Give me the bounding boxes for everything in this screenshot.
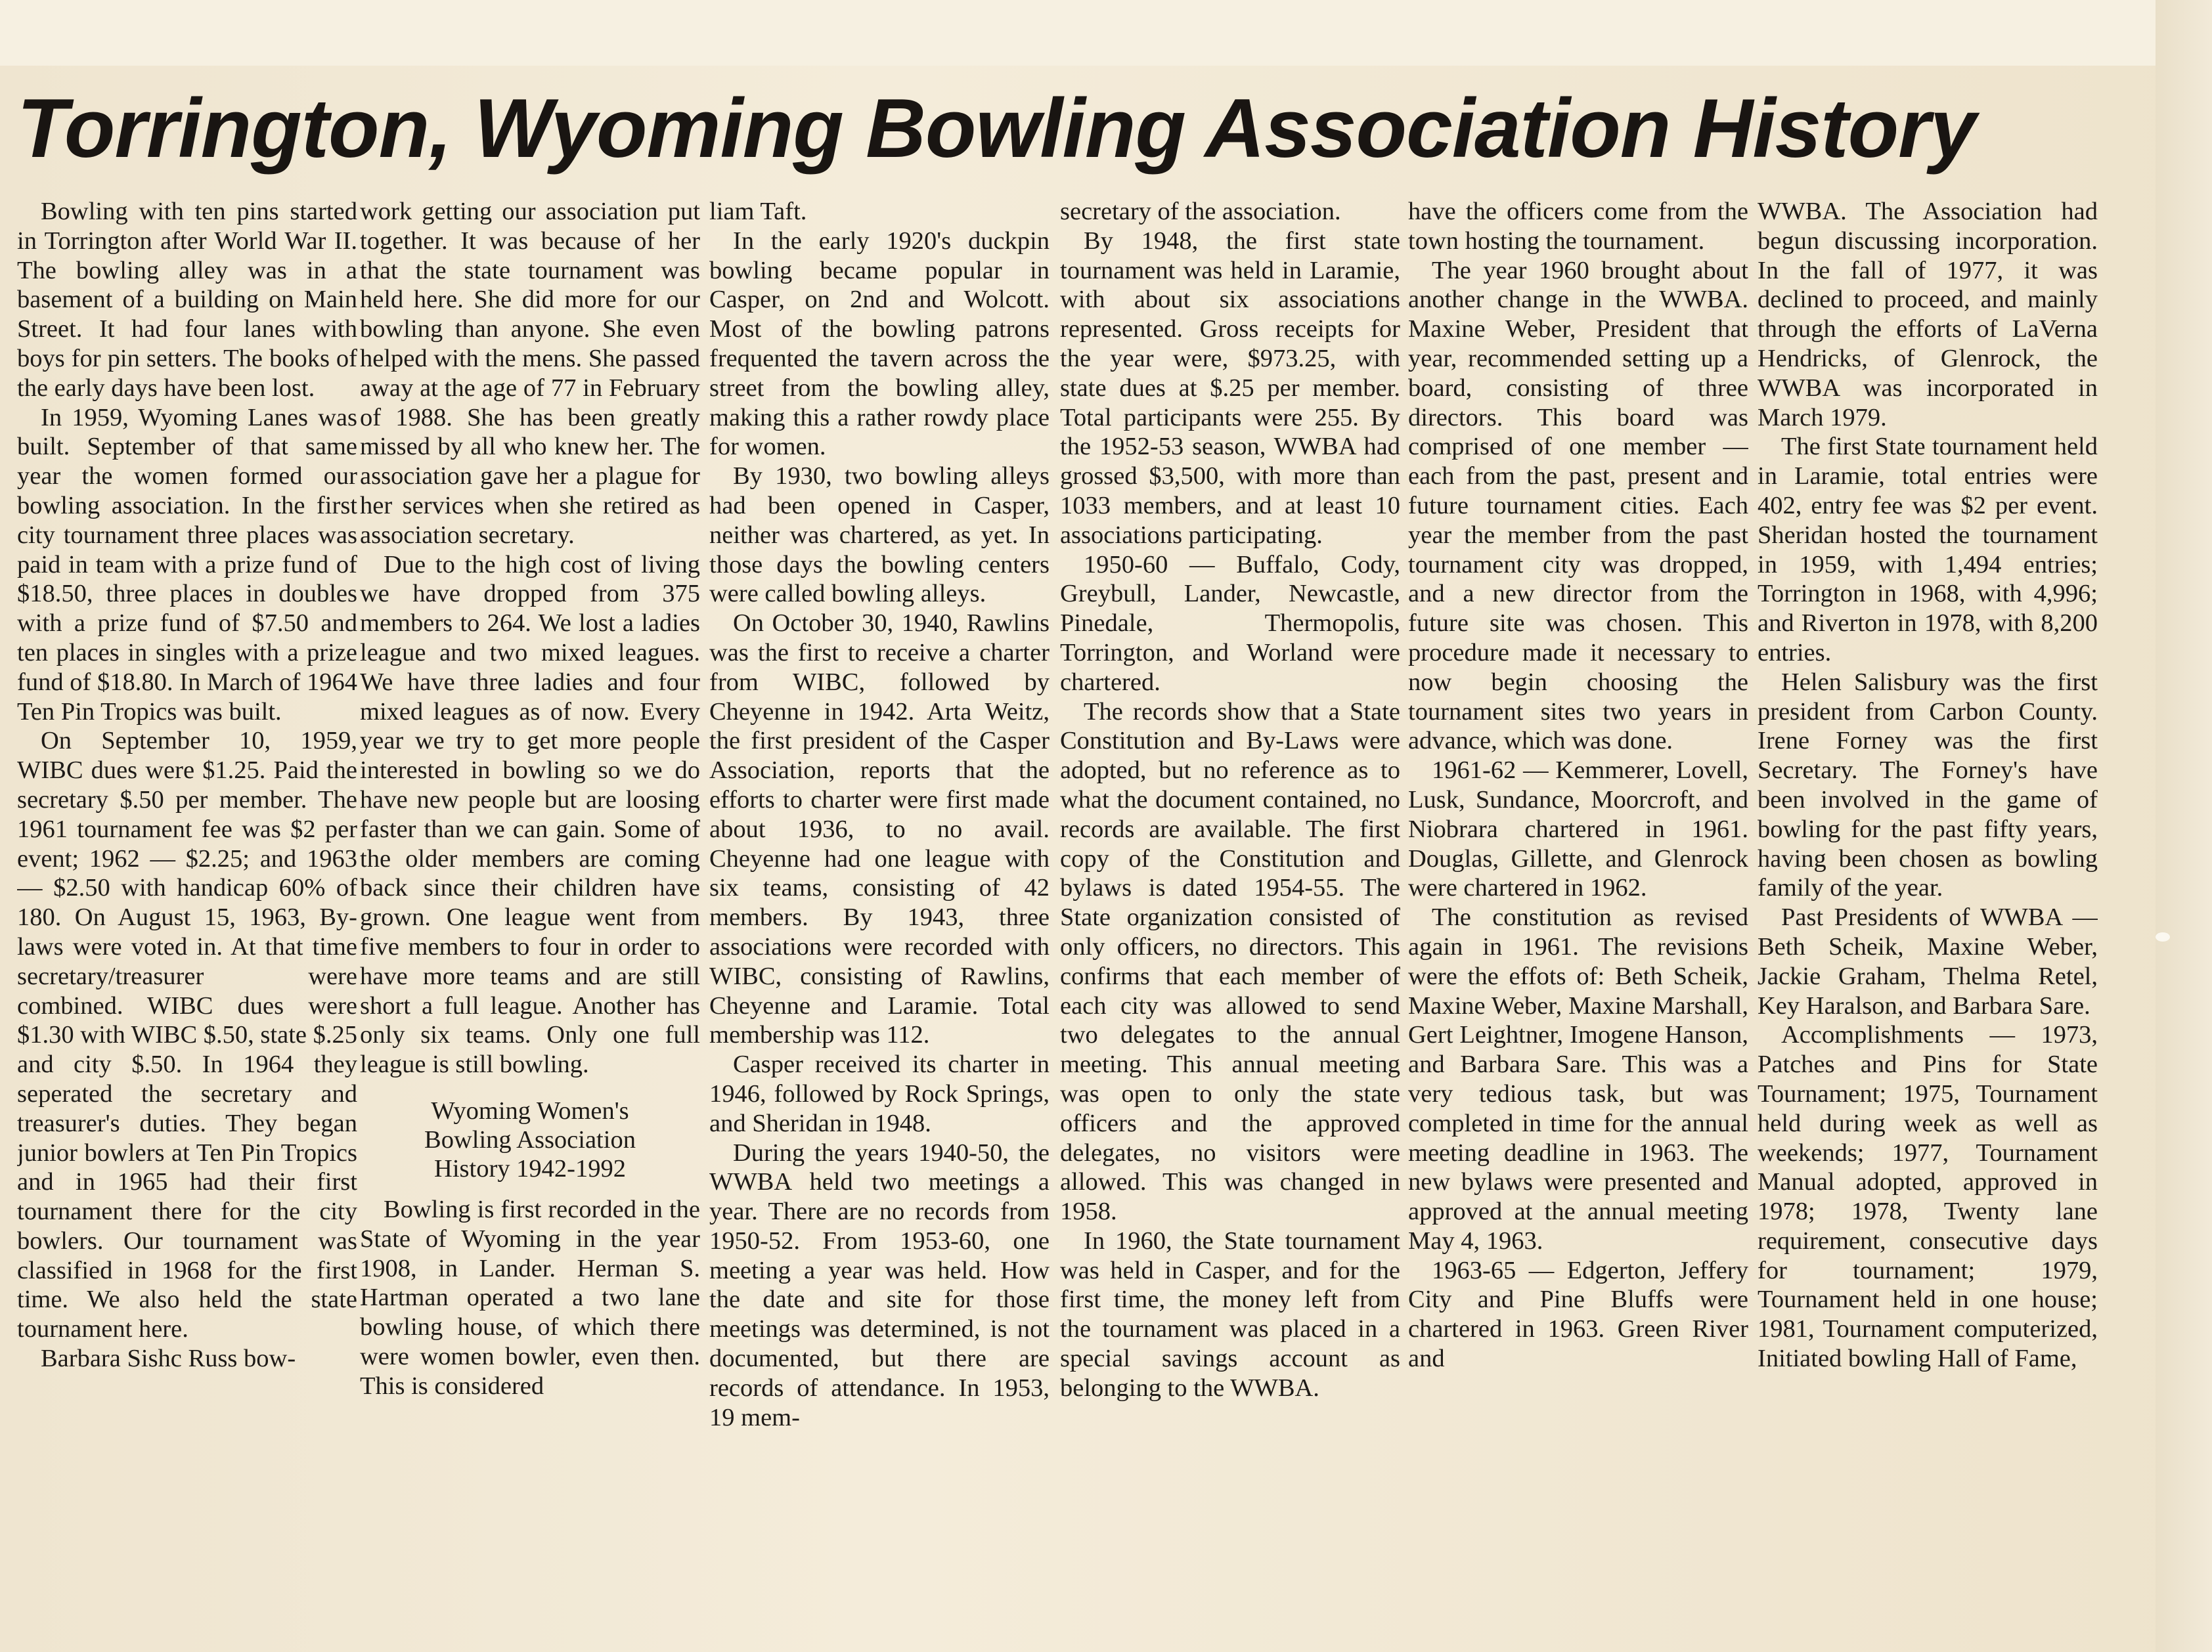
page-right-edge bbox=[2156, 0, 2212, 1652]
paragraph: In the early 1920's duckpin bowling became popular in Casper, on 2nd and Wolcott. Most of the bowling patrons frequented the tavern across the street from the bowling alley, making this a rather rowdy place for women. bbox=[709, 227, 1050, 461]
page-top-margin bbox=[0, 0, 2212, 66]
subheading-line: History 1942-1992 bbox=[434, 1154, 626, 1183]
paragraph: Due to the high cost of living we have dropped from 375 members to 264. We lost a ladies league and two mixed leagues. We have three ladies and four mixed leagues as of now. Every year we try to get more people interested in bowling so we do have new people but are loosing faster than we can gain. Some of the older members are coming back since their children have grown. One league went from five members to four in order to have more teams and are still short a full league. Another has only six teams. Only one full league is still bowling. bbox=[360, 550, 700, 1079]
paragraph: By 1930, two bowling alleys had been opened in Casper, neither was chartered, as yet. In those days the bowling centers were called bowling alleys. bbox=[709, 462, 1050, 608]
paragraph: The year 1960 brought about another change in the WWBA. Maxine Weber, President that year, recommended setting up a board, consisting of three directors. This board was comprised of one member — each from the past, present and future tournament cities. Each year the member from the past tournament city was dropped, and a new director from the future site was chosen. This procedure made it necessary to now begin choosing the tournament sites two years in advance, which was done. bbox=[1408, 256, 1748, 755]
article-column-2 bbox=[360, 197, 700, 1652]
paragraph: On October 30, 1940, Rawlins was the first to receive a charter from WIBC, followed by Cheyenne in 1942. Arta Weitz, the first president of the Casper Association, reports that the efforts to charter were first made about 1936, to no avail. Cheyenne had one league with six teams, consisting of 42 members. By 1943, three associations were recorded with WIBC, consisting of Rawlins, Cheyenne and Laramie. Total membership was 112. bbox=[709, 609, 1050, 1049]
subheading-line: Wyoming Women's bbox=[431, 1097, 629, 1125]
paragraph: liam Taft. bbox=[709, 198, 807, 225]
paragraph: The records show that a State Constitution and By-Laws were adopted, but no reference as to what the document contained, no records are available. The first copy of the Constitution and bylaws is dated 1954-55. The State organization consisted of only officers, no directors. This confirms that each member of each city was allowed to send two delegates to the annual meeting. This annual meeting was open to only the state officers and the approved delegates, no visitors were allowed. This was changed in 1958. bbox=[1060, 697, 1400, 1226]
paragraph: On September 10, 1959, WIBC dues were $1.25. Paid the secretary $.50 per member. The 1961 tournament fee was $2 per event; 1962 — $2.25; and 1963 — $2.50 with handicap 60% of 180. On August 15, 1963, By-laws were voted in. At that time secretary/treasurer were combined. WIBC dues were $1.30 with WIBC $.50, state $.25 and city $.50. In 1964 they seperated the secretary and treasurer's duties. They began junior bowlers at Ten Pin Tropics and in 1965 had their first tournament there for the city bowlers. Our tournament was classified in 1968 for the first time. We also held the state tournament here. bbox=[17, 727, 357, 1343]
article-column-1 bbox=[17, 197, 357, 1652]
paragraph: In 1959, Wyoming Lanes was built. September of that same year the women formed our bowling association. In the first city tournament three places was paid in team with a prize fund of $18.50, three places in doubles with a prize fund of $7.50 and ten places in singles with a prize fund of $18.80. In March of 1964 Ten Pin Tropics was built. bbox=[17, 403, 357, 726]
paragraph: Bowling with ten pins started in Torrington after World War II. The bowling alley was in a basement of a building on Main Street. It had four lanes with boys for pin setters. The books of the early days have been lost. bbox=[17, 198, 357, 402]
article-headline: Torrington, Wyoming Bowling Association History bbox=[17, 81, 1976, 175]
paragraph: Past Presidents of WWBA — Beth Scheik, Maxine Weber, Jackie Graham, Thelma Retel, Key Haralson, and Barbara Sare. bbox=[1758, 903, 2098, 1020]
paragraph: Bowling is first recorded in the State of Wyoming in the year 1908, in Lander. Herman S. Hartman operated a two lane bowling house, of which there were women bowler, even then. This is considered bbox=[360, 1195, 700, 1400]
article-column-4 bbox=[1060, 197, 1400, 1652]
paragraph: Accomplishments — 1973, Patches and Pins for State Tournament; 1975, Tournament held during week as well as weekends; 1977, Tournament Manual adopted, approved in 1978; 1978, Twenty lane requirement, consecutive days for tournament; 1979, Tournament held in one house; 1981, Tournament computerized, Initiated bowling Hall of Fame, bbox=[1758, 1021, 2098, 1373]
paragraph: Helen Salisbury was the first president from Carbon County. Irene Forney was the first Secretary. The Forney's have been involved in the game of bowling for the past fifty years, having been chosen as bowling family of the year. bbox=[1758, 668, 2098, 902]
paragraph: 1963-65 — Edgerton, Jeffery City and Pine Bluffs were chartered in 1963. Green River and bbox=[1408, 1256, 1748, 1373]
paragraph: have the officers come from the town hosting the tournament. bbox=[1408, 198, 1748, 255]
subheading-line: Bowling Association bbox=[424, 1125, 636, 1154]
paragraph: WWBA. The Association had begun discussing incorporation. In the fall of 1977, it was declined to proceed, and mainly through the efforts of LaVerna Hendricks, of Glenrock, the WWBA was incorporated in March 1979. bbox=[1758, 198, 2098, 431]
paragraph: secretary of the association. bbox=[1060, 198, 1341, 225]
article-column-3 bbox=[709, 197, 1050, 1652]
paper-hole bbox=[2156, 932, 2170, 942]
section-subheading bbox=[360, 1097, 700, 1183]
paragraph: 1950-60 — Buffalo, Cody, Greybull, Lander, Newcastle, Pinedale, Thermopolis, Torrington, and Worland were chartered. bbox=[1060, 550, 1400, 696]
article-column-6 bbox=[1758, 197, 2098, 1652]
paragraph: Casper received its charter in 1946, followed by Rock Springs, and Sheridan in 1948. bbox=[709, 1051, 1050, 1137]
paragraph: In 1960, the State tournament was held in Casper, and for the first time, the money left from the tournament was placed in a special savings account as belonging to the WWBA. bbox=[1060, 1227, 1400, 1402]
paragraph: The first State tournament held in Laramie, total entries were 402, entry fee was $2 per event. Sheridan hosted the tournament in 1959, with 1,494 entries; Torrington in 1968, with 4,996; and Riverton in 1978, with 8,200 entries. bbox=[1758, 433, 2098, 666]
paragraph: The constitution as revised again in 1961. The revisions were the effots of: Beth Scheik, Maxine Weber, Maxine Marshall, Gert Leightner, Imogene Hanson, and Barbara Sare. This was a very tedious task, but was completed in time for the annual meeting deadline in 1963. The new bylaws were presented and approved at the annual meeting May 4, 1963. bbox=[1408, 903, 1748, 1255]
article-column-5 bbox=[1408, 197, 1748, 1652]
paragraph: Barbara Sishc Russ bow- bbox=[41, 1345, 296, 1373]
paragraph: 1961-62 — Kemmerer, Lovell, Lusk, Sundance, Moorcroft, and Niobrara chartered in 1961. Douglas, Gillette, and Glenrock were chartered in 1962. bbox=[1408, 756, 1748, 902]
paragraph: During the years 1940-50, the WWBA held two meetings a year. There are no records from 1950-52. From 1953-60, one meeting a year was held. How the date and site for those meetings was determined, is not documented, but there are records of attendance. In 1953, 19 mem- bbox=[709, 1139, 1050, 1431]
paragraph: By 1948, the first state tournament was held in Laramie, with about six associations represented. Gross receipts for the year were, $973.25, with state dues at $.25 per member. Total participants were 255. By the 1952-53 season, WWBA had grossed $3,500, with more than 1033 members, and at least 10 associations participating. bbox=[1060, 227, 1400, 549]
paragraph: work getting our association put together. It was because of her that the state tournament was held here. She did more for our bowling than anyone. She even helped with the mens. She passed away at the age of 77 in February of 1988. She has been greatly missed by all who knew her. The association gave her a plague for her services when she retired as association secretary. bbox=[360, 198, 700, 549]
